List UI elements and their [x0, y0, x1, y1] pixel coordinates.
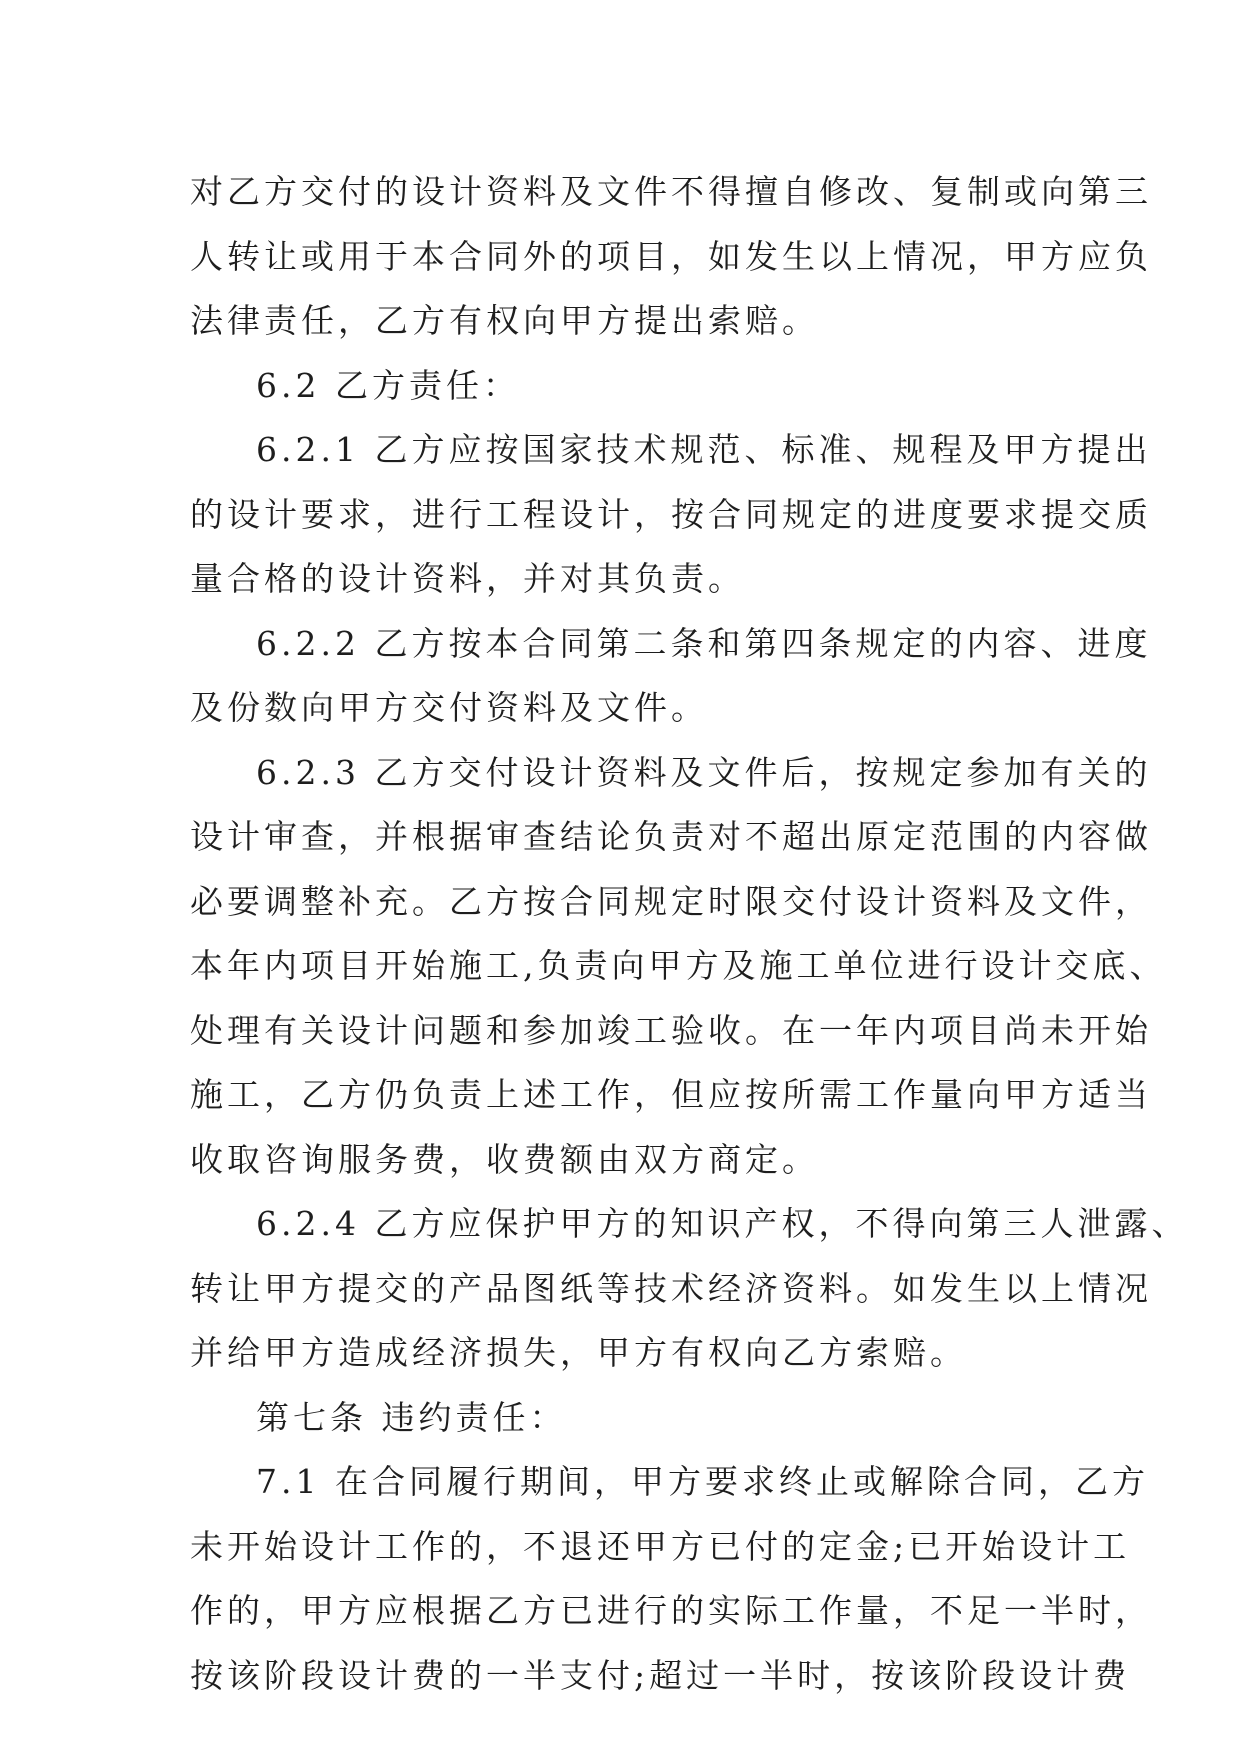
text-line: 6.2.1 乙方应按国家技术规范、标准、规程及甲方提出: [256, 430, 1152, 469]
text-line: 6.2 乙方责任：: [256, 365, 520, 405]
text-line: 未开始设计工作的，不退还甲方已付的定金;已开始设计工: [190, 1526, 1131, 1566]
text-line: 收取咨询服务费，收费额由双方商定。: [190, 1139, 819, 1179]
text-line: 对乙方交付的设计资料及文件不得擅自修改、复制或向第三: [190, 172, 1152, 211]
text-line: 量合格的设计资料，并对其负责。: [190, 559, 745, 598]
text-line: 的设计要求，进行工程设计，按合同规定的进度要求提交质: [190, 494, 1152, 534]
text-line: 转让甲方提交的产品图纸等技术经济资料。如发生以上情况: [190, 1268, 1152, 1308]
text-line: 并给甲方造成经济损失，甲方有权向乙方索赔。: [190, 1333, 967, 1372]
text-line: 人转让或用于本合同外的项目，如发生以上情况，甲方应负: [190, 236, 1152, 276]
text-line: 处理有关设计问题和参加竣工验收。在一年内项目尚未开始: [190, 1010, 1152, 1050]
text-line: 第七条 违约责任：: [256, 1397, 567, 1437]
text-line: 6.2.2 乙方按本合同第二条和第四条规定的内容、进度: [256, 623, 1152, 663]
text-line: 法律责任，乙方有权向甲方提出索赔。: [190, 301, 819, 340]
text-line: 6.2.4 乙方应保护甲方的知识产权，不得向第三人泄露、: [256, 1204, 1189, 1243]
contract-text-body: [190, 160, 1189, 1708]
text-line: 6.2.3 乙方交付设计资料及文件后，按规定参加有关的: [256, 752, 1152, 792]
text-line: 7.1 在合同履行期间，甲方要求终止或解除合同，乙方: [256, 1462, 1149, 1501]
text-line: 本年内项目开始施工,负责向甲方及施工单位进行设计交底、: [190, 946, 1167, 985]
text-line: 按该阶段设计费的一半支付;超过一半时，按该阶段设计费: [190, 1655, 1131, 1695]
text-line: 设计审查，并根据审查结论负责对不超出原定范围的内容做: [190, 817, 1152, 856]
text-line: 施工，乙方仍负责上述工作，但应按所需工作量向甲方适当: [190, 1075, 1152, 1114]
text-line: 必要调整补充。乙方按合同规定时限交付设计资料及文件，: [190, 881, 1152, 921]
text-line: 及份数向甲方交付资料及文件。: [190, 688, 708, 727]
text-line: 作的，甲方应根据乙方已进行的实际工作量，不足一半时，: [190, 1591, 1152, 1630]
